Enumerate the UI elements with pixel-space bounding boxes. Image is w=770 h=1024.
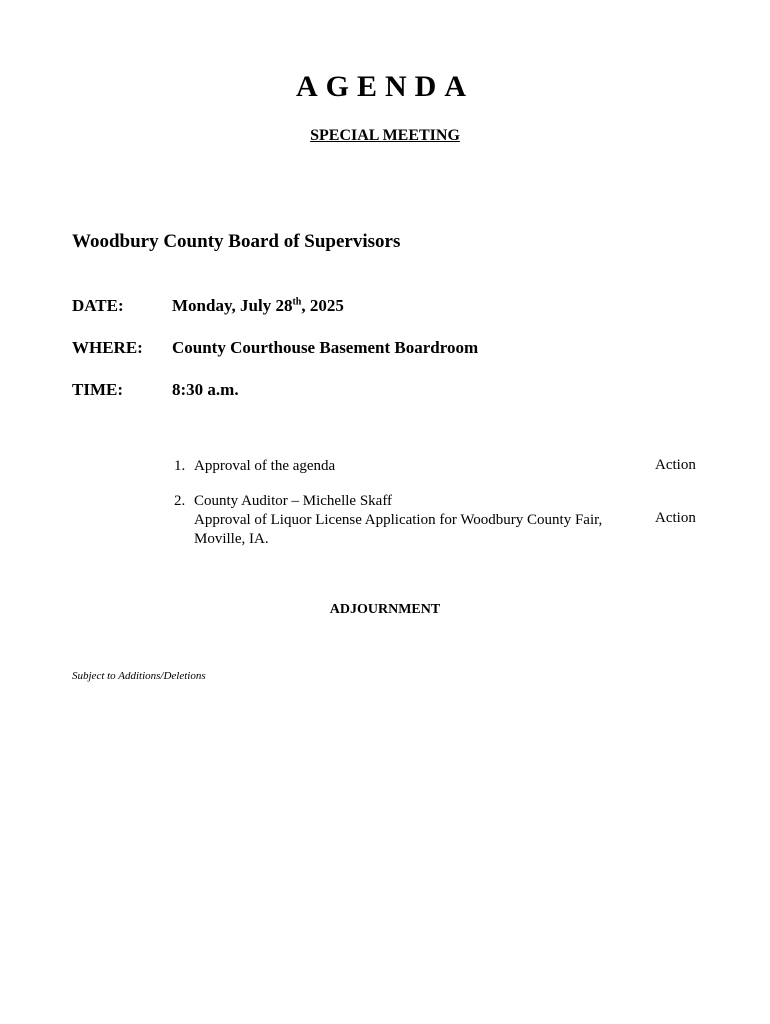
date-label: DATE: [72,296,124,315]
agenda-item-2 [174,492,602,549]
agenda-item-text-line1: Approval of Liquor License Application for Woodbury County Fair, [194,512,603,528]
time-value: 8:30 a.m. [172,380,239,399]
date-value-main: Monday, July 28 [172,296,293,315]
where-label: WHERE: [72,338,143,357]
time-label: TIME: [72,380,123,399]
meeting-type-subtitle: SPECIAL MEETING [310,127,460,144]
agenda-item-heading: County Auditor – Michelle Skaff [194,493,393,509]
page-title: AGENDA [295,70,474,103]
footnote: Subject to Additions/Deletions [72,670,206,682]
agenda-item-1-action: Action [655,457,696,473]
agenda-item-2-action: Action [655,510,696,526]
agenda-item-1 [174,457,335,476]
date-value [172,296,344,316]
date-value-year: , 2025 [301,296,344,315]
agenda-item-text: Approval of the agenda [194,458,336,474]
date-value-ordinal: th [292,296,302,308]
adjournment-heading: ADJOURNMENT [329,602,441,617]
where-value: County Courthouse Basement Boardroom [172,338,479,357]
board-name: Woodbury County Board of Supervisors [72,231,401,252]
agenda-item-text-line2: Moville, IA. [194,531,269,547]
agenda-item-number: 2. [174,493,186,509]
agenda-item-number: 1. [174,458,186,474]
